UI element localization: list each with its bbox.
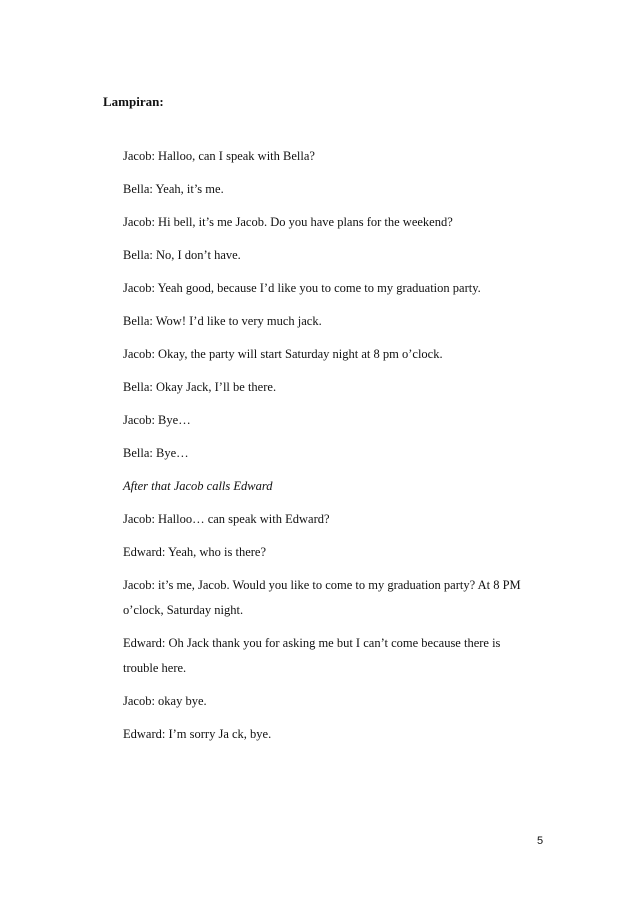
dialogue-line-wrapped — [123, 635, 563, 676]
scene-direction: After that Jacob calls Edward — [123, 479, 273, 493]
dialogue-line: Bella: No, I don’t have. — [123, 248, 241, 262]
dialogue-line: Jacob: Yeah good, because I’d like you to come to my graduation party. — [123, 281, 481, 295]
dialogue-line: Jacob: Bye… — [123, 413, 191, 427]
dialogue-line: Bella: Okay Jack, I’ll be there. — [123, 380, 277, 394]
dialogue-line: Bella: Wow! I’d like to very much jack. — [123, 314, 322, 328]
dialogue-line: Jacob: Hi bell, it’s me Jacob. Do you have plans for the weekend? — [123, 215, 453, 229]
dialogue-line-part: trouble here. — [123, 661, 187, 675]
dialogue-line: Jacob: okay bye. — [123, 694, 207, 708]
dialogue-line: Jacob: Halloo, can I speak with Bella? — [123, 149, 315, 163]
dialogue-line-part: Jacob: it’s me, Jacob. Would you like to come to my graduation party? At 8 PM — [123, 578, 521, 592]
dialogue-line: Bella: Yeah, it’s me. — [123, 182, 224, 196]
dialogue-line-part: o’clock, Saturday night. — [123, 603, 244, 617]
dialogue-line-part: Edward: Oh Jack thank you for asking me but I can’t come because there is — [123, 636, 501, 650]
page-number: 5 — [537, 835, 544, 847]
dialogue-list — [123, 148, 563, 759]
section-heading: Lampiran: — [103, 94, 164, 109]
dialogue-line-wrapped — [123, 577, 563, 618]
dialogue-line: Jacob: Okay, the party will start Saturday night at 8 pm o’clock. — [123, 347, 443, 361]
dialogue-line: Edward: Yeah, who is there? — [123, 545, 267, 559]
dialogue-line: Bella: Bye… — [123, 446, 189, 460]
dialogue-line: Jacob: Halloo… can speak with Edward? — [123, 512, 330, 526]
dialogue-line: Edward: I’m sorry Ja ck, bye. — [123, 727, 272, 741]
